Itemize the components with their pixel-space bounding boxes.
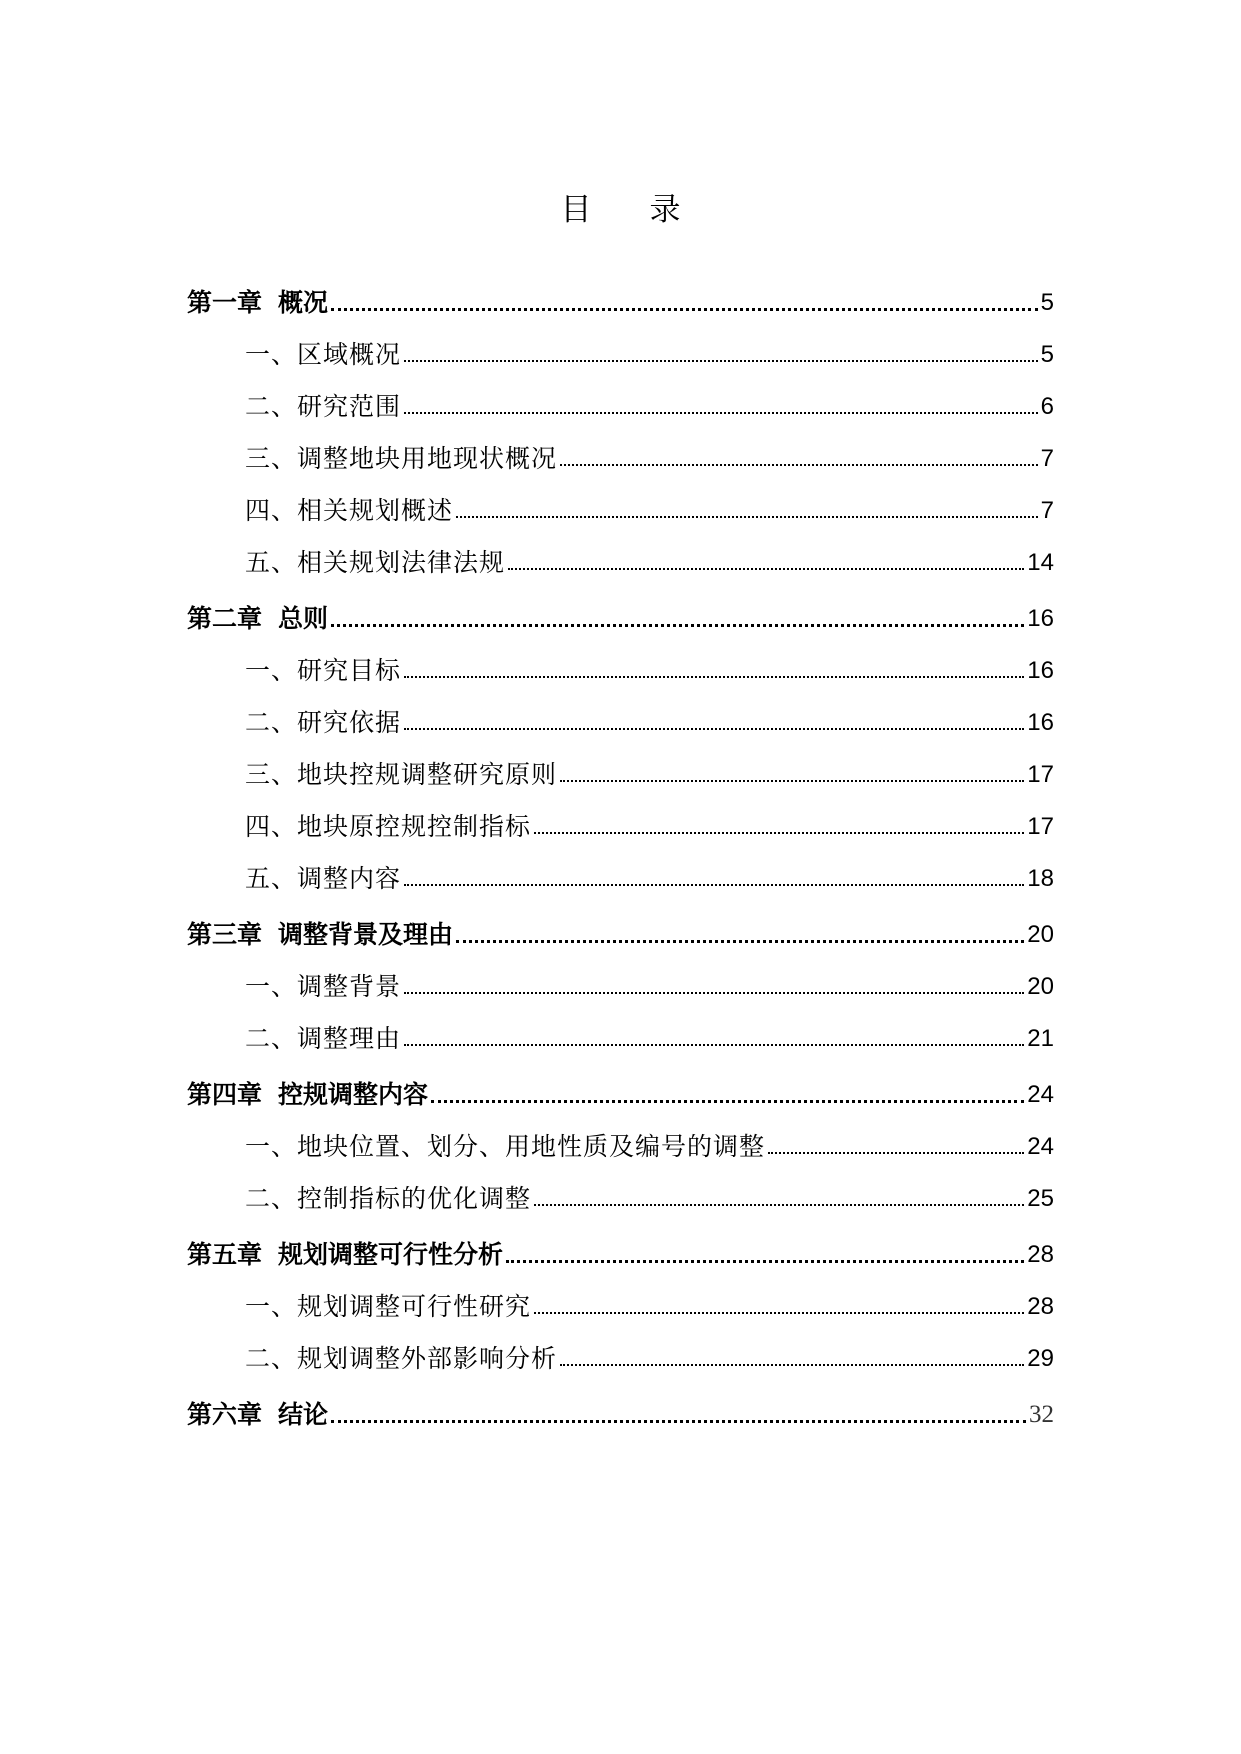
section-title: 一、规划调整可行性研究 <box>245 1292 532 1321</box>
page-number: 25 <box>1027 1185 1054 1212</box>
toc-title-part1: 目 <box>560 192 592 228</box>
toc-chapter-entry[interactable] <box>187 1393 1054 1431</box>
chapter-title <box>187 1239 503 1271</box>
chapter-name: 控规调整内容 <box>278 1080 429 1109</box>
page-number: 16 <box>1027 605 1054 632</box>
chapter-number: 第六章 <box>187 1400 263 1429</box>
page-number: 20 <box>1027 921 1054 948</box>
chapter-title <box>187 1079 428 1111</box>
section-title: 二、控制指标的优化调整 <box>245 1184 532 1213</box>
dot-leader <box>431 1100 1024 1103</box>
page-number: 17 <box>1027 761 1054 788</box>
dot-leader <box>404 992 1024 994</box>
chapter-title <box>187 603 328 635</box>
toc-section-entry[interactable] <box>187 1163 1054 1215</box>
toc-chapter-entry[interactable] <box>187 1073 1054 1111</box>
page-number: 28 <box>1027 1241 1054 1268</box>
page-number: 5 <box>1040 341 1054 368</box>
dot-leader <box>331 308 1038 311</box>
section-title: 四、相关规划概述 <box>245 496 454 525</box>
page-number: 6 <box>1040 393 1054 420</box>
toc-section-entry[interactable] <box>187 1271 1054 1323</box>
dot-leader <box>331 1420 1026 1423</box>
chapter-number: 第一章 <box>187 288 263 317</box>
toc-chapter-entry[interactable] <box>187 281 1054 319</box>
section-title: 一、区域概况 <box>245 340 402 369</box>
page-number: 14 <box>1027 549 1054 576</box>
page-number: 16 <box>1027 657 1054 684</box>
toc-section-entry[interactable] <box>187 1323 1054 1375</box>
chapter-name: 规划调整可行性分析 <box>278 1240 504 1269</box>
dot-leader <box>404 728 1024 730</box>
chapter-number: 第五章 <box>187 1240 263 1269</box>
section-title: 二、研究范围 <box>245 392 402 421</box>
section-title: 一、地块位置、划分、用地性质及编号的调整 <box>245 1132 766 1161</box>
toc-section-entry[interactable] <box>187 527 1054 579</box>
page-number: 28 <box>1027 1293 1054 1320</box>
section-title: 五、调整内容 <box>245 864 402 893</box>
page-number: 20 <box>1027 973 1054 1000</box>
dot-leader <box>560 780 1024 782</box>
dot-leader <box>404 412 1038 414</box>
toc-section-entry[interactable] <box>187 635 1054 687</box>
dot-leader <box>534 832 1024 834</box>
page-number: 21 <box>1027 1025 1054 1052</box>
section-title: 三、地块控规调整研究原则 <box>245 760 558 789</box>
section-title: 二、调整理由 <box>245 1024 402 1053</box>
dot-leader <box>331 624 1024 627</box>
dot-leader <box>404 1044 1024 1046</box>
section-title: 一、研究目标 <box>245 656 402 685</box>
page-number: 24 <box>1027 1133 1054 1160</box>
toc-section-entry[interactable] <box>187 1003 1054 1055</box>
toc-title <box>0 190 1241 230</box>
toc-section-entry[interactable] <box>187 951 1054 1003</box>
toc-section-entry[interactable] <box>187 1111 1054 1163</box>
page-number: 7 <box>1040 445 1054 472</box>
section-title: 三、调整地块用地现状概况 <box>245 444 558 473</box>
chapter-title <box>187 919 453 951</box>
chapter-number: 第三章 <box>187 920 263 949</box>
page-number: 7 <box>1040 497 1054 524</box>
toc-section-entry[interactable] <box>187 739 1054 791</box>
dot-leader <box>768 1152 1024 1154</box>
page-number: 24 <box>1027 1081 1054 1108</box>
page-number: 16 <box>1027 709 1054 736</box>
toc-chapter-entry[interactable] <box>187 913 1054 951</box>
toc-chapter-entry[interactable] <box>187 1233 1054 1271</box>
section-title: 一、调整背景 <box>245 972 402 1001</box>
toc-section-entry[interactable] <box>187 319 1054 371</box>
dot-leader <box>560 1364 1024 1366</box>
chapter-name: 概况 <box>278 288 329 317</box>
section-title: 二、规划调整外部影响分析 <box>245 1344 558 1373</box>
dot-leader <box>404 360 1038 362</box>
dot-leader <box>456 940 1024 943</box>
chapter-title <box>187 1399 328 1431</box>
dot-leader <box>534 1204 1024 1206</box>
chapter-name: 调整背景及理由 <box>278 920 454 949</box>
toc-title-part2: 录 <box>649 192 681 228</box>
toc-section-entry[interactable] <box>187 687 1054 739</box>
page-number: 17 <box>1027 813 1054 840</box>
section-title: 二、研究依据 <box>245 708 402 737</box>
chapter-name: 结论 <box>278 1400 329 1429</box>
chapter-name: 总则 <box>278 604 329 633</box>
toc-section-entry[interactable] <box>187 423 1054 475</box>
toc-chapter-entry[interactable] <box>187 597 1054 635</box>
page-number: 5 <box>1040 289 1054 316</box>
toc-section-entry[interactable] <box>187 791 1054 843</box>
table-of-contents <box>187 281 1054 1431</box>
toc-section-entry[interactable] <box>187 371 1054 423</box>
chapter-number: 第二章 <box>187 604 263 633</box>
chapter-title <box>187 287 328 319</box>
page-number: 29 <box>1027 1345 1054 1372</box>
page-number: 18 <box>1027 865 1054 892</box>
section-title: 四、地块原控规控制指标 <box>245 812 532 841</box>
toc-section-entry[interactable] <box>187 843 1054 895</box>
dot-leader <box>560 464 1038 466</box>
dot-leader <box>456 516 1038 518</box>
page-number: 32 <box>1029 1401 1054 1428</box>
dot-leader <box>404 676 1024 678</box>
dot-leader <box>506 1260 1024 1263</box>
dot-leader <box>534 1312 1024 1314</box>
dot-leader <box>404 884 1024 886</box>
toc-section-entry[interactable] <box>187 475 1054 527</box>
dot-leader <box>508 568 1024 570</box>
chapter-number: 第四章 <box>187 1080 263 1109</box>
section-title: 五、相关规划法律法规 <box>245 548 506 577</box>
